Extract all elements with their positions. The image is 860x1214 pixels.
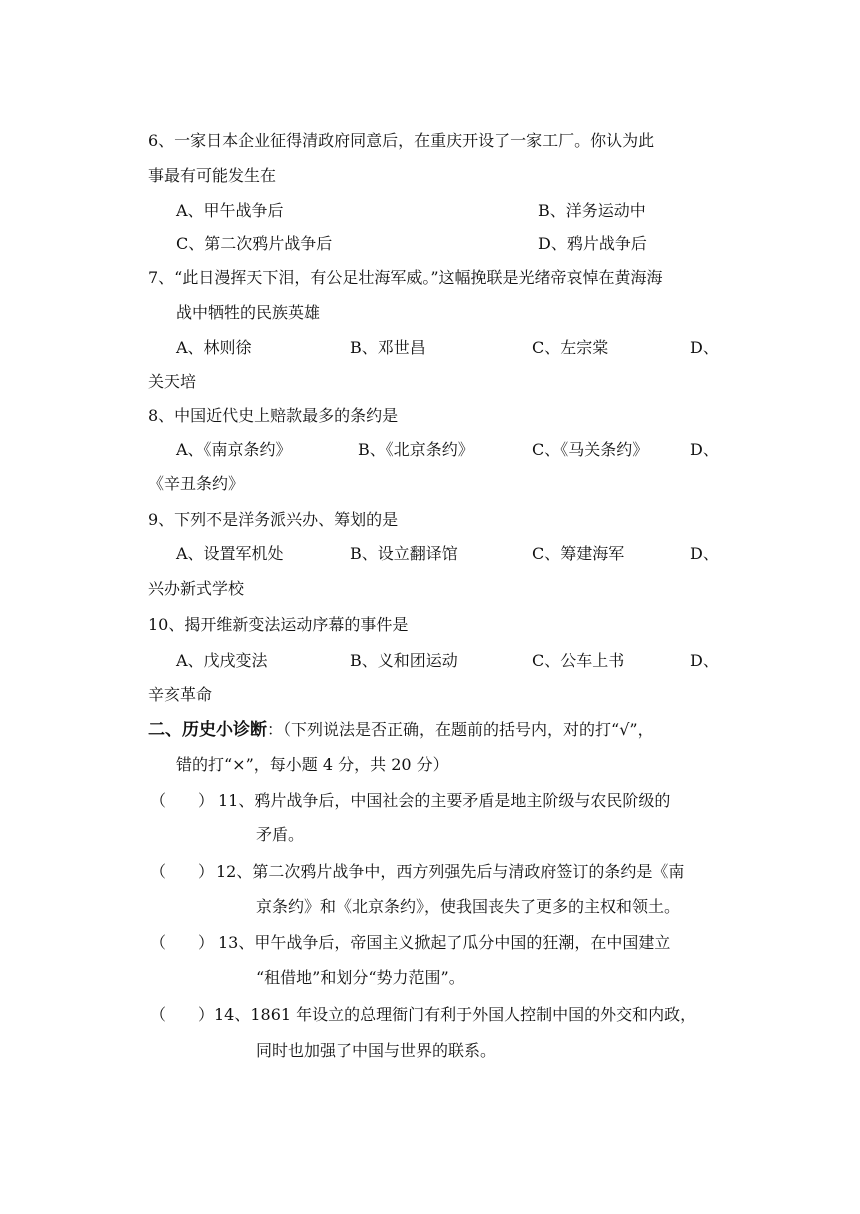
question-7-text-cont: 战中牺牲的民族英雄 bbox=[176, 303, 321, 322]
question-7-option-d: D、 bbox=[690, 338, 719, 357]
question-8-option-b: B、《北京条约》 bbox=[358, 440, 474, 459]
question-7-option-b: B、邓世昌 bbox=[350, 338, 426, 357]
judgment-14-text: 14、1861 年设立的总理衙门有利于外国人控制中国的外交和内政， bbox=[214, 1005, 697, 1024]
question-10-option-b: B、义和团运动 bbox=[350, 651, 458, 670]
question-10-text: 10、揭开维新变法运动序幕的事件是 bbox=[148, 615, 409, 634]
question-7-option-d-text: 关天培 bbox=[148, 372, 197, 391]
question-6-option-d: D、鸦片战争后 bbox=[538, 234, 647, 253]
question-9-option-d: D、 bbox=[690, 544, 719, 563]
section-2-heading: 二、历史小诊断 bbox=[148, 720, 267, 740]
question-9-option-d-text: 兴办新式学校 bbox=[148, 579, 245, 598]
judgment-12-paren: （ ） bbox=[150, 862, 215, 881]
question-8-option-a: A、《南京条约》 bbox=[176, 440, 292, 459]
judgment-12-text-cont: 京条约》和《北京条约》，使我国丧失了更多的主权和领土。 bbox=[256, 897, 681, 916]
question-10-option-d-text: 辛亥革命 bbox=[148, 685, 213, 704]
judgment-13-text: 13、甲午战争后，帝国主义掀起了瓜分中国的狂潮，在中国建立 bbox=[218, 933, 671, 952]
judgment-11-text: 11、鸦片战争后，中国社会的主要矛盾是地主阶级与农民阶级的 bbox=[218, 791, 671, 810]
section-2-instruction: （下列说法是否正确，在题前的括号内，对的打“√”， bbox=[283, 720, 654, 739]
section-2-colon: ： bbox=[267, 720, 284, 739]
question-6-option-c: C、第二次鸦片战争后 bbox=[176, 234, 333, 253]
question-9-option-b: B、设立翻译馆 bbox=[350, 544, 458, 563]
judgment-13-paren: （ ） bbox=[150, 933, 215, 952]
question-8-option-c: C、《马关条约》 bbox=[532, 440, 649, 459]
question-8-option-d-text: 《辛丑条约》 bbox=[148, 474, 245, 493]
question-6-option-a: A、甲午战争后 bbox=[176, 201, 284, 220]
question-6-text: 6、一家日本企业征得清政府同意后，在重庆开设了一家工厂。你认为此 bbox=[148, 131, 655, 150]
question-6-text-cont: 事最有可能发生在 bbox=[148, 166, 277, 185]
question-7-option-c: C、左宗棠 bbox=[532, 338, 609, 357]
judgment-14-text-cont: 同时也加强了中国与世界的联系。 bbox=[256, 1041, 497, 1060]
judgment-12-text: 12、第二次鸦片战争中，西方列强先后与清政府签订的条约是《南 bbox=[216, 862, 685, 881]
question-9-option-c: C、筹建海军 bbox=[532, 544, 625, 563]
question-8-text: 8、中国近代史上赔款最多的条约是 bbox=[148, 406, 399, 425]
question-8-option-d: D、 bbox=[690, 440, 719, 459]
judgment-14-paren: （ ） bbox=[150, 1005, 215, 1024]
question-10-option-a: A、戊戌变法 bbox=[176, 651, 268, 670]
question-9-text: 9、下列不是洋务派兴办、筹划的是 bbox=[148, 510, 399, 529]
judgment-13-text-cont: “租借地”和划分“势力范围”。 bbox=[256, 968, 465, 987]
question-7-text: 7、“此日漫挥天下泪，有公足壮海军威。”这幅挽联是光绪帝哀悼在黄海海 bbox=[148, 268, 663, 287]
judgment-11-paren: （ ） bbox=[150, 791, 215, 810]
question-7-option-a: A、林则徐 bbox=[176, 338, 252, 357]
section-2-header bbox=[148, 720, 654, 740]
section-2-instruction-cont: 错的打“×”，每小题 4 分，共 20 分） bbox=[176, 755, 449, 774]
question-10-option-d: D、 bbox=[690, 651, 719, 670]
judgment-11-text-cont: 矛盾。 bbox=[256, 825, 305, 844]
question-6-option-b: B、洋务运动中 bbox=[538, 201, 646, 220]
question-10-option-c: C、公车上书 bbox=[532, 651, 625, 670]
question-9-option-a: A、设置军机处 bbox=[176, 544, 284, 563]
